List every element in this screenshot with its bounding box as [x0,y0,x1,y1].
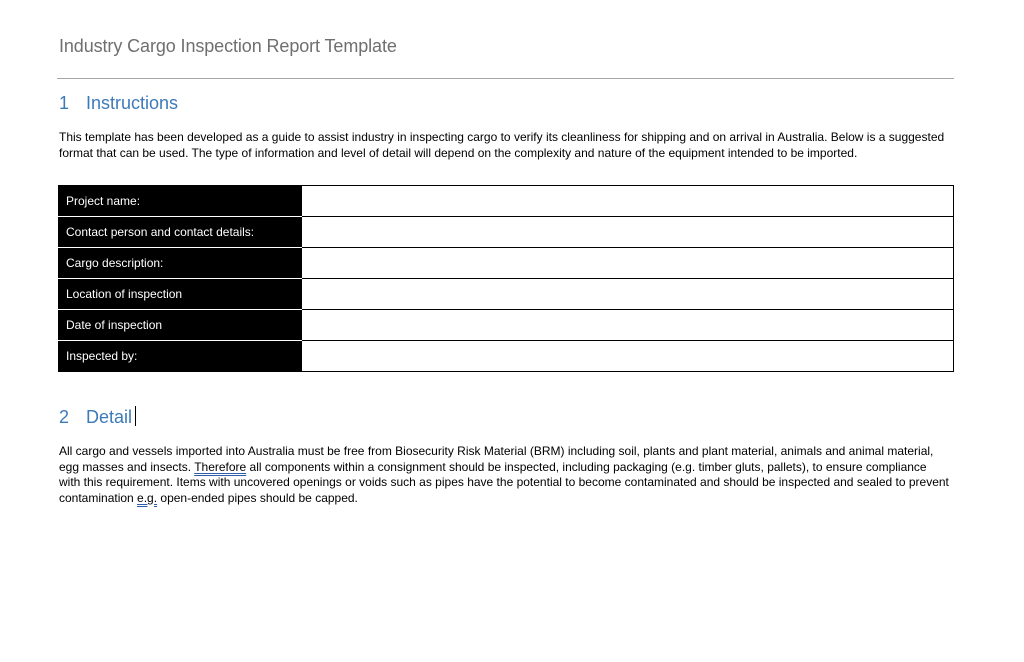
table-row [59,248,954,279]
instructions-paragraph[interactable]: This template has been developed as a guide to assist industry in inspecting cargo to verify its cleanliness for shipping and on arrival in Australia. Below is a suggested format that can be used. The type of information and level of detail will depend on the complexity and nature of the equipment intended to be imported. [59,130,945,160]
section-title: Detail [86,407,133,427]
title-divider [57,78,954,79]
contact-details-field[interactable] [302,217,954,248]
proofing-flagged-word[interactable]: e.g. [137,490,158,505]
table-row [59,217,954,248]
section-number: 1 [59,93,70,113]
row-label: Cargo description: [59,248,302,279]
section-number: 2 [59,407,70,427]
text-cursor [135,406,136,426]
table-row [59,186,954,217]
row-label: Contact person and contact details: [59,217,302,248]
inspected-by-field[interactable] [302,341,954,372]
section-heading-detail[interactable] [59,406,136,428]
detail-paragraph[interactable] [59,444,949,506]
row-label: Date of inspection [59,310,302,341]
row-label: Inspected by: [59,341,302,372]
project-name-field[interactable] [302,186,954,217]
paragraph-text: All cargo and vessels imported into Australia must be free from Biosecurity Risk Material (BRM) including soil, plants and plant material, animals and animal material, egg masses and insects. [59,444,934,474]
table-row [59,310,954,341]
paragraph-text: open-ended pipes should be capped. [157,490,358,505]
section-title: Instructions [86,93,179,113]
document-title: Industry Cargo Inspection Report Template [59,36,397,56]
cargo-description-field[interactable] [302,248,954,279]
row-label: Location of inspection [59,279,302,310]
row-label: Project name: [59,186,302,217]
proofing-flagged-word[interactable]: Therefore [194,459,247,474]
section-heading-instructions [59,93,178,114]
inspection-date-field[interactable] [302,310,954,341]
table-row [59,341,954,372]
paragraph-text: all components within a consignment should be inspected, including packaging (e.g. timber gluts, pallets), to ensure compliance with this requirement. Items with uncovered openings or voids such as pipes have the potential to become contaminated and should be inspected and sealed to prevent contamination [59,459,949,505]
inspection-details-table [58,185,954,372]
inspection-location-field[interactable] [302,279,954,310]
table-row [59,279,954,310]
